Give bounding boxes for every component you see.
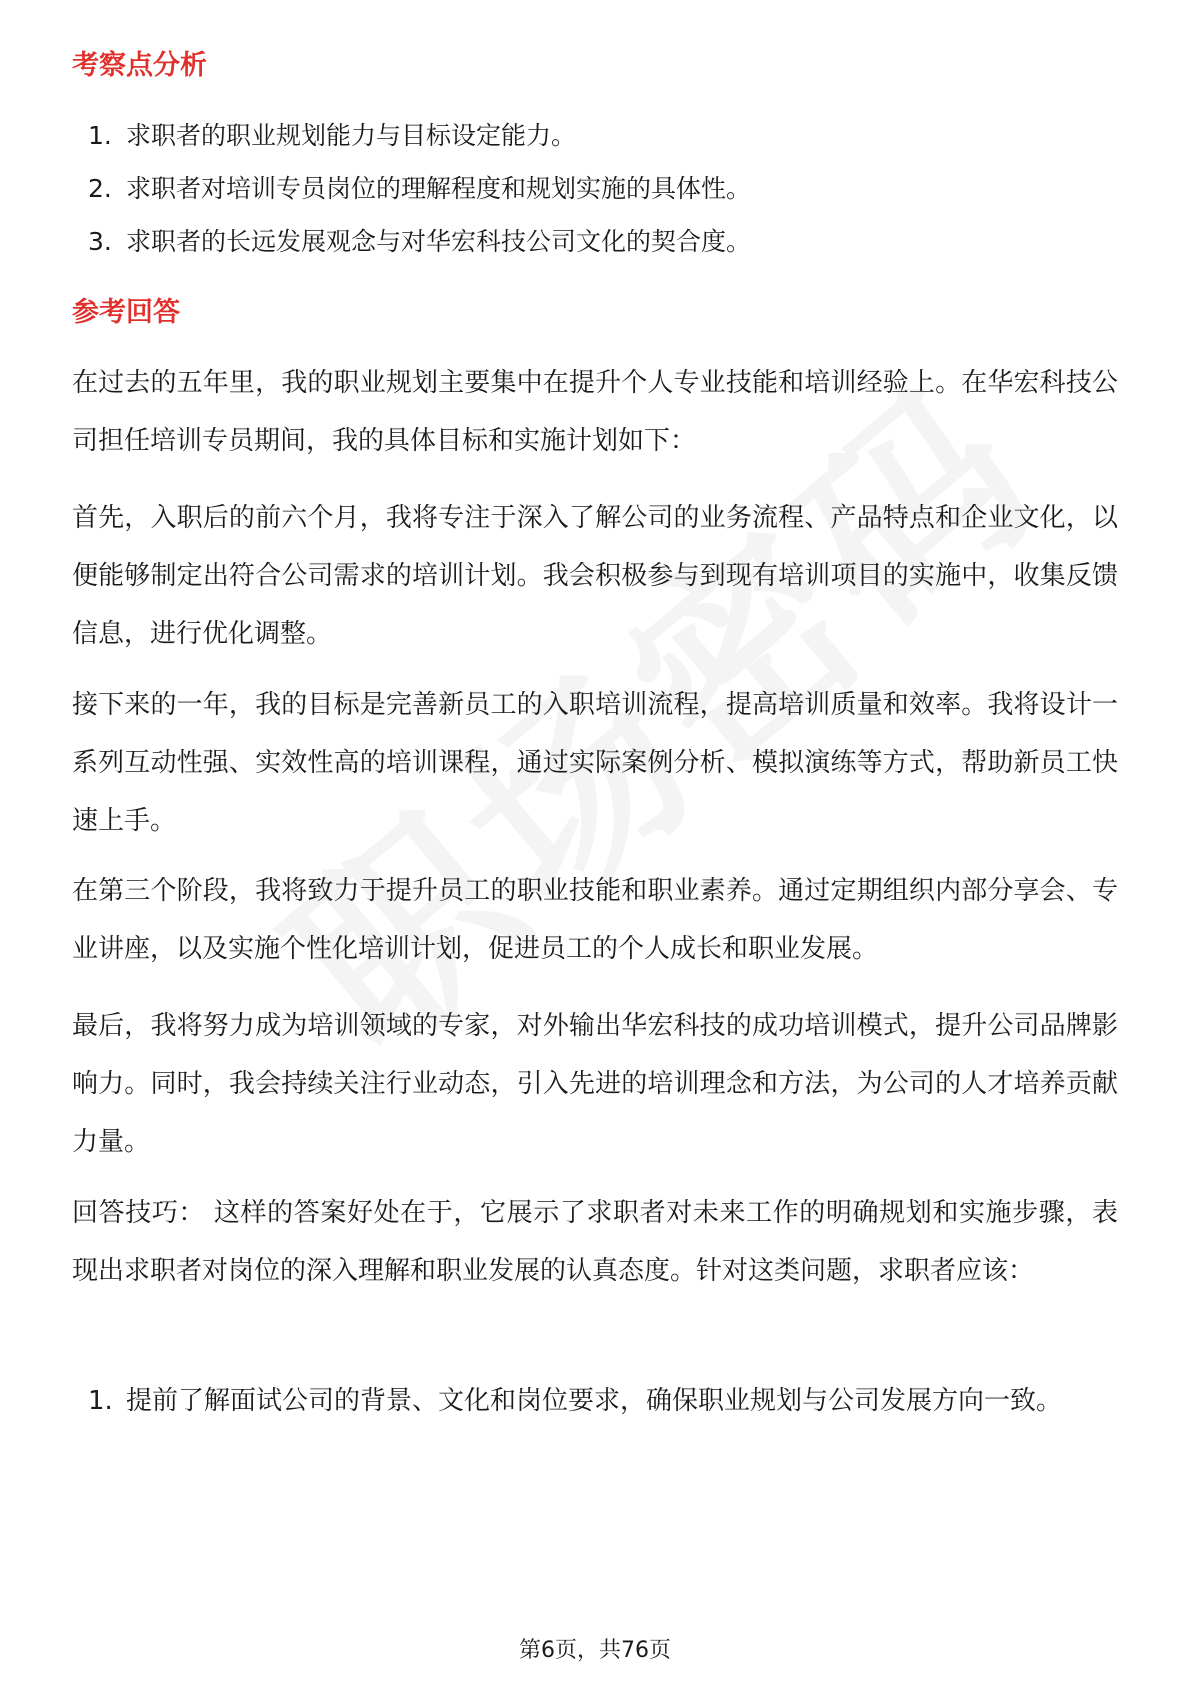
list-number: 3. bbox=[88, 227, 112, 256]
tips-list-item bbox=[88, 1372, 1118, 1430]
page-number: 第6页，共76页 bbox=[519, 1638, 671, 1663]
list-number: 2. bbox=[88, 174, 112, 203]
tips-paragraph: 回答技巧： 这样的答案好处在于，它展示了求职者对未来工作的明确规划和实施步骤，表现出求职者对岗位的深入理解和职业发展的认真态度。针对这类问题，求职者应该： bbox=[72, 1198, 1118, 1286]
analysis-list-item bbox=[88, 171, 751, 207]
analysis-list-item bbox=[88, 118, 576, 154]
analysis-heading: 考察点分析 bbox=[72, 50, 207, 81]
list-number: 1. bbox=[88, 1386, 113, 1416]
list-text: 求职者的职业规划能力与目标设定能力。 bbox=[126, 121, 577, 150]
list-text: 提前了解面试公司的背景、文化和岗位要求，确保职业规划与公司发展方向一致。 bbox=[126, 1386, 1063, 1416]
answer-paragraph: 最后，我将努力成为培训领域的专家，对外输出华宏科技的成功培训模式，提升公司品牌影响力。同时，我会持续关注行业动态，引入先进的培训理念和方法，为公司的人才培养贡献力量。 bbox=[72, 1011, 1118, 1157]
list-number: 1. bbox=[88, 121, 112, 150]
answer-heading: 参考回答 bbox=[72, 297, 180, 328]
answer-paragraph: 在过去的五年里，我的职业规划主要集中在提升个人专业技能和培训经验上。在华宏科技公司担任培训专员期间，我的具体目标和实施计划如下： bbox=[72, 368, 1118, 456]
list-text: 求职者的长远发展观念与对华宏科技公司文化的契合度。 bbox=[126, 227, 752, 256]
answer-paragraph: 接下来的一年，我的目标是完善新员工的入职培训流程，提高培训质量和效率。我将设计一系列互动性强、实效性高的培训课程，通过实际案例分析、模拟演练等方式，帮助新员工快速上手。 bbox=[72, 690, 1118, 836]
answer-paragraph: 在第三个阶段，我将致力于提升员工的职业技能和职业素养。通过定期组织内部分享会、专业讲座，以及实施个性化培训计划，促进员工的个人成长和职业发展。 bbox=[72, 876, 1118, 964]
analysis-list-item bbox=[88, 224, 751, 260]
answer-paragraph: 首先，入职后的前六个月，我将专注于深入了解公司的业务流程、产品特点和企业文化，以便能够制定出符合公司需求的培训计划。我会积极参与到现有培训项目的实施中，收集反馈信息，进行优化调整。 bbox=[72, 503, 1118, 649]
list-text: 求职者对培训专员岗位的理解程度和规划实施的具体性。 bbox=[126, 174, 752, 203]
